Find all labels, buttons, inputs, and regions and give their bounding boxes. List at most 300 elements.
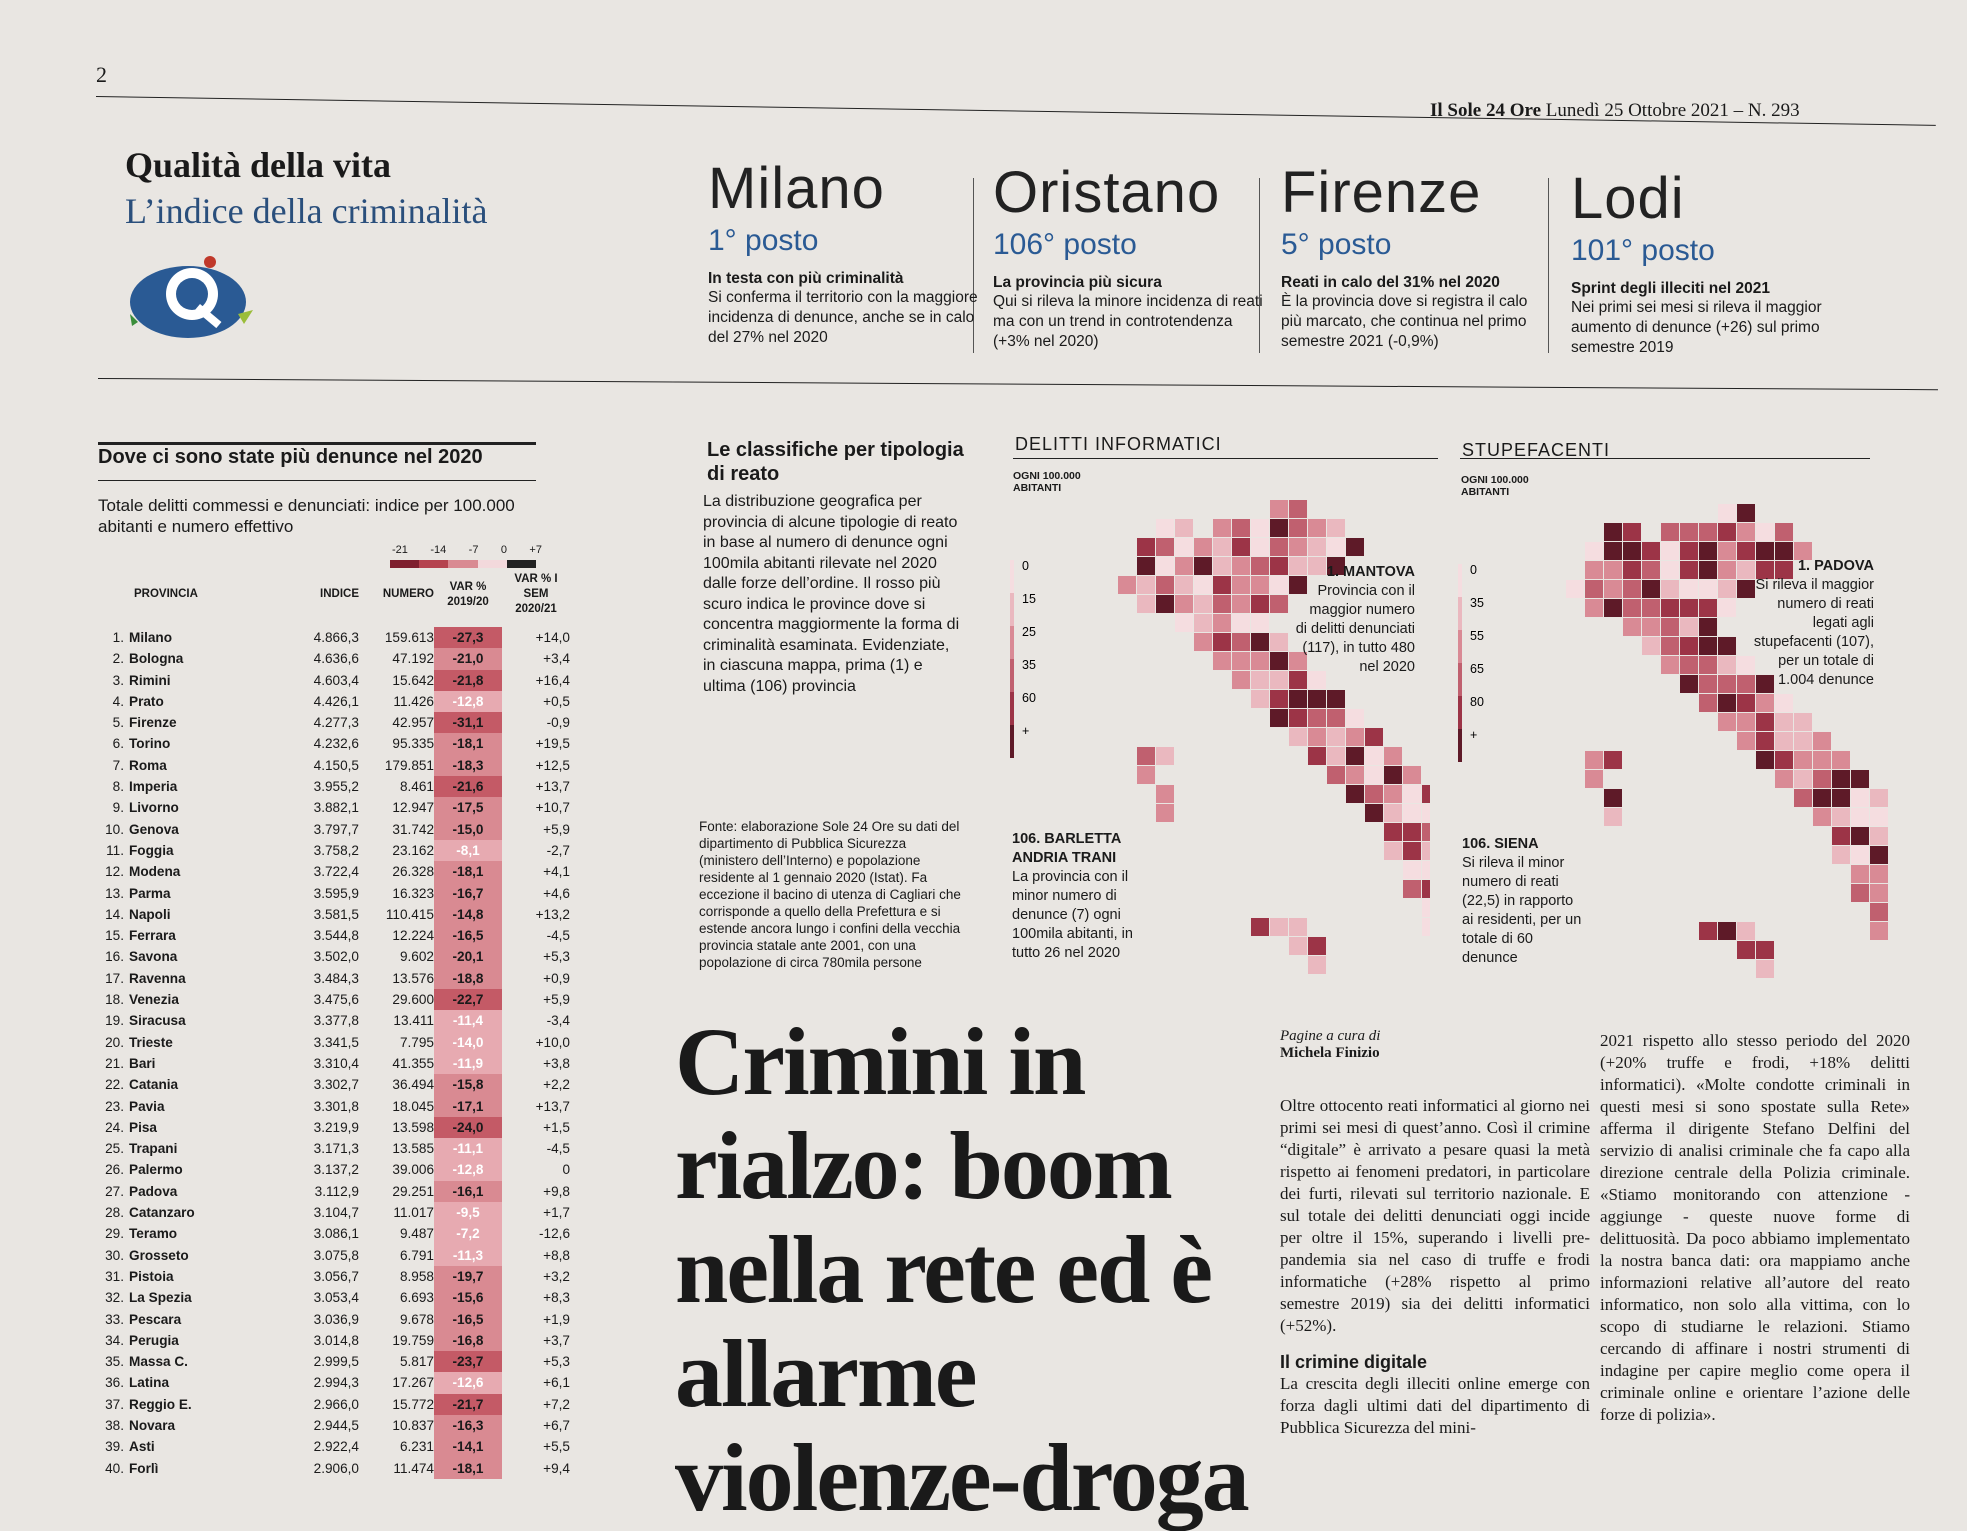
province-tile bbox=[1794, 789, 1812, 807]
province-tile bbox=[1232, 538, 1250, 556]
province-tile bbox=[1870, 827, 1888, 845]
cell-sem: +0,9 bbox=[543, 970, 570, 986]
annotation-label: 106. BARLETTA ANDRIA TRANI bbox=[1012, 831, 1121, 866]
cell-sem: +19,5 bbox=[535, 736, 570, 752]
city-head: In testa con più criminalità bbox=[708, 270, 904, 287]
province-tile bbox=[1737, 922, 1755, 940]
province-tile bbox=[1585, 561, 1603, 579]
byline-name: Michela Finizio bbox=[1280, 1045, 1380, 1061]
province-tile bbox=[1680, 675, 1698, 693]
province-name: Massa C. bbox=[129, 1354, 188, 1370]
city-name: Oristano bbox=[993, 160, 1221, 225]
cell-var: -11,3 bbox=[434, 1245, 502, 1266]
province-tile bbox=[1851, 865, 1869, 883]
province-tile bbox=[1870, 865, 1888, 883]
cell-numero: 18.045 bbox=[392, 1098, 434, 1114]
rank-number: 31. bbox=[105, 1268, 124, 1284]
table-row bbox=[92, 989, 580, 1010]
province-name: Padova bbox=[129, 1183, 178, 1199]
province-tile bbox=[1194, 595, 1212, 613]
province-tile bbox=[1308, 937, 1326, 955]
province-name: Foggia bbox=[129, 842, 174, 858]
province-tile bbox=[1308, 747, 1326, 765]
province-tile bbox=[1699, 922, 1717, 940]
cell-indice: 3.014,8 bbox=[313, 1332, 359, 1348]
byline-label: Pagine a cura di bbox=[1280, 1028, 1381, 1044]
province-tile bbox=[1585, 751, 1603, 769]
province-tile bbox=[1232, 519, 1250, 537]
cell-sem: -4,5 bbox=[546, 1141, 570, 1157]
province-tile bbox=[1794, 770, 1812, 788]
province-tile bbox=[1232, 652, 1250, 670]
province-name: Firenze bbox=[129, 715, 177, 731]
cell-provincia bbox=[92, 1202, 274, 1223]
cell-indice: 3.075,8 bbox=[313, 1247, 359, 1263]
scale-label: -21 bbox=[392, 544, 408, 556]
province-tile bbox=[1718, 504, 1736, 522]
province-tile bbox=[1137, 538, 1155, 556]
province-tile bbox=[1832, 789, 1850, 807]
cell-var: -18,1 bbox=[434, 861, 502, 882]
province-tile bbox=[1870, 903, 1888, 921]
province-tile bbox=[1270, 918, 1288, 936]
rank-number: 28. bbox=[105, 1205, 124, 1221]
city-body: Si conferma il territorio con la maggiore incidenza di denunce, anche se in calo del 27% nel 2020 bbox=[708, 289, 978, 346]
cell-var: -11,9 bbox=[434, 1053, 502, 1074]
province-tile bbox=[1137, 595, 1155, 613]
legend-label: 60 bbox=[1022, 691, 1036, 705]
table-row bbox=[92, 968, 580, 989]
cell-var: -21,0 bbox=[434, 648, 502, 669]
cell-sem: +8,3 bbox=[543, 1290, 570, 1306]
province-tile bbox=[1270, 595, 1288, 613]
table-row bbox=[92, 670, 580, 691]
province-tile bbox=[1775, 770, 1793, 788]
province-tile bbox=[1623, 542, 1641, 560]
cell-numero: 36.494 bbox=[392, 1077, 434, 1093]
legend-swatch bbox=[1458, 729, 1462, 762]
province-tile bbox=[1661, 656, 1679, 674]
province-tile bbox=[1737, 713, 1755, 731]
cell-var: -31,1 bbox=[434, 712, 502, 733]
col-header-provincia: PROVINCIA bbox=[134, 588, 198, 600]
tipologia-body: La distribuzione geografica per provincia di alcune tipologie di reato in base al numero di denunce ogni 100mila abitanti rilevate nel 2020 dalle forze dell’ordine. Il rosso più scuro indica le province dove si concentra maggiormente la forma di criminalità esaminata. Evidenziate, in ciascuna mappa, prima (1) e ultima (106) provincia bbox=[703, 493, 960, 695]
cell-numero: 29.251 bbox=[392, 1183, 434, 1199]
legend-label: + bbox=[1022, 724, 1030, 738]
annotation-label: 1. PADOVA bbox=[1797, 558, 1874, 574]
legend-label: 25 bbox=[1022, 625, 1036, 639]
province-tile bbox=[1699, 580, 1717, 598]
province-tile bbox=[1756, 960, 1774, 978]
province-tile bbox=[1718, 656, 1736, 674]
table-row bbox=[92, 1223, 580, 1244]
cell-provincia bbox=[92, 1096, 274, 1117]
province-tile bbox=[1270, 671, 1288, 689]
cell-provincia bbox=[92, 1309, 274, 1330]
cell-indice: 3.341,5 bbox=[313, 1034, 359, 1050]
rank-number: 15. bbox=[105, 928, 124, 944]
province-tile bbox=[1308, 519, 1326, 537]
legend-swatch bbox=[1458, 663, 1462, 696]
table-row bbox=[92, 925, 580, 946]
province-tile bbox=[1718, 922, 1736, 940]
table-row bbox=[92, 1330, 580, 1351]
province-tile bbox=[1365, 785, 1383, 803]
province-tile bbox=[1346, 709, 1364, 727]
province-tile bbox=[1623, 599, 1641, 617]
province-name: Teramo bbox=[129, 1226, 178, 1242]
province-tile bbox=[1870, 789, 1888, 807]
province-tile bbox=[1851, 789, 1869, 807]
cell-var: -22,7 bbox=[434, 989, 502, 1010]
cell-sem: +2,2 bbox=[543, 1077, 570, 1093]
province-tile bbox=[1661, 523, 1679, 541]
province-tile bbox=[1737, 504, 1755, 522]
province-tile bbox=[1346, 747, 1364, 765]
province-tile bbox=[1213, 557, 1231, 575]
province-tile bbox=[1585, 580, 1603, 598]
cell-var: -21,6 bbox=[434, 776, 502, 797]
table-row bbox=[92, 733, 580, 754]
cell-provincia bbox=[92, 989, 274, 1010]
cell-indice: 2.999,5 bbox=[313, 1354, 359, 1370]
province-tile bbox=[1251, 557, 1269, 575]
city-body: È la provincia dove si registra il calo più marcato, che continua nel primo semestre 2021 (-0,9%) bbox=[1281, 293, 1528, 350]
cell-sem: 0 bbox=[562, 1162, 570, 1178]
table-row bbox=[92, 755, 580, 776]
article-paragraph: La crescita degli illeciti online emerge con forza dagli ultimi dati del dipartimento di Pubblica Sicurezza del mini- bbox=[1280, 1374, 1590, 1437]
province-tile bbox=[1308, 538, 1326, 556]
cell-provincia bbox=[92, 840, 274, 861]
cell-numero: 17.267 bbox=[392, 1375, 434, 1391]
province-tile bbox=[1737, 941, 1755, 959]
cell-provincia bbox=[92, 670, 274, 691]
cell-var: -19,7 bbox=[434, 1266, 502, 1287]
province-tile bbox=[1213, 633, 1231, 651]
cell-sem: -4,5 bbox=[546, 928, 570, 944]
cell-provincia bbox=[92, 1223, 274, 1244]
cell-provincia bbox=[92, 819, 274, 840]
province-tile bbox=[1308, 690, 1326, 708]
province-name: Modena bbox=[129, 864, 181, 880]
table-row bbox=[92, 712, 580, 733]
cell-var: -11,4 bbox=[434, 1010, 502, 1031]
cell-sem: +16,4 bbox=[535, 672, 570, 688]
cell-sem: +1,5 bbox=[543, 1119, 570, 1135]
city-rank: 5° posto bbox=[1281, 228, 1392, 261]
legend-swatch bbox=[1010, 560, 1014, 593]
province-tile bbox=[1718, 561, 1736, 579]
table-row bbox=[92, 1074, 580, 1095]
province-tile bbox=[1327, 766, 1345, 784]
table-row bbox=[92, 1181, 580, 1202]
city-card-oristano bbox=[993, 160, 1263, 352]
province-tile bbox=[1270, 538, 1288, 556]
province-tile bbox=[1422, 785, 1430, 803]
province-tile bbox=[1870, 884, 1888, 902]
rank-number: 40. bbox=[105, 1460, 124, 1476]
cell-indice: 3.086,1 bbox=[313, 1226, 359, 1242]
cell-numero: 16.323 bbox=[392, 885, 434, 901]
map-title: DELITTI INFORMATICI bbox=[1015, 434, 1222, 454]
table-row bbox=[92, 840, 580, 861]
table-row bbox=[92, 1138, 580, 1159]
province-name: Savona bbox=[129, 949, 178, 965]
province-tile bbox=[1642, 599, 1660, 617]
rank-number: 21. bbox=[105, 1055, 124, 1071]
cell-indice: 2.944,5 bbox=[313, 1417, 359, 1433]
table-row bbox=[92, 1266, 580, 1287]
annotation-text: La provincia con il minor numero di denunce (7) ogni 100mila abitanti, in tutto 26 nel 2020 bbox=[1012, 869, 1133, 961]
table-row bbox=[92, 1032, 580, 1053]
province-tile bbox=[1270, 690, 1288, 708]
rank-number: 25. bbox=[105, 1141, 124, 1157]
province-tile bbox=[1251, 633, 1269, 651]
province-name: Ravenna bbox=[129, 970, 186, 986]
city-head: Sprint degli illeciti nel 2021 bbox=[1571, 280, 1770, 297]
cell-indice: 3.036,9 bbox=[313, 1311, 359, 1327]
rank-number: 19. bbox=[105, 1013, 124, 1029]
section-title: Qualità della vita bbox=[125, 145, 392, 185]
province-tile bbox=[1232, 614, 1250, 632]
rank-number: 5. bbox=[112, 715, 124, 731]
annotation-label: 106. SIENA bbox=[1462, 836, 1539, 852]
province-name: Reggio E. bbox=[129, 1396, 192, 1412]
cell-indice: 3.112,9 bbox=[314, 1183, 359, 1199]
province-tile bbox=[1604, 808, 1622, 826]
cell-var: -18,1 bbox=[434, 733, 502, 754]
province-tile bbox=[1251, 652, 1269, 670]
province-tile bbox=[1870, 846, 1888, 864]
province-tile bbox=[1194, 576, 1212, 594]
province-tile bbox=[1718, 523, 1736, 541]
province-tile bbox=[1832, 751, 1850, 769]
province-tile bbox=[1156, 519, 1174, 537]
province-tile bbox=[1756, 713, 1774, 731]
province-tile bbox=[1270, 519, 1288, 537]
cell-provincia bbox=[92, 1181, 274, 1202]
city-rank: 1° posto bbox=[708, 224, 819, 257]
cell-indice: 3.137,2 bbox=[313, 1162, 359, 1178]
province-tile bbox=[1156, 595, 1174, 613]
cell-indice: 3.104,7 bbox=[313, 1205, 359, 1221]
province-name: Prato bbox=[129, 693, 164, 709]
province-name: Imperia bbox=[129, 779, 178, 795]
cell-numero: 42.957 bbox=[392, 715, 434, 731]
province-tile bbox=[1175, 614, 1193, 632]
province-tile bbox=[1403, 842, 1421, 860]
rank-number: 14. bbox=[105, 906, 124, 922]
scale-label: +7 bbox=[529, 544, 542, 556]
cell-numero: 26.328 bbox=[392, 864, 434, 880]
cell-sem: +9,4 bbox=[543, 1460, 570, 1476]
cell-indice: 3.219,9 bbox=[313, 1119, 359, 1135]
province-tile bbox=[1232, 633, 1250, 651]
province-tile bbox=[1422, 804, 1430, 822]
page-number: 2 bbox=[96, 62, 107, 87]
cell-numero: 6.693 bbox=[399, 1290, 434, 1306]
rank-number: 24. bbox=[105, 1119, 124, 1135]
cell-sem: +12,5 bbox=[535, 757, 570, 773]
cell-numero: 5.817 bbox=[399, 1354, 434, 1370]
province-tile bbox=[1851, 808, 1869, 826]
cell-sem: +13,2 bbox=[535, 906, 570, 922]
cell-numero: 10.837 bbox=[392, 1417, 434, 1433]
cell-var: -12,6 bbox=[434, 1372, 502, 1393]
province-tile bbox=[1756, 523, 1774, 541]
province-tile bbox=[1384, 785, 1402, 803]
cell-indice: 4.277,3 bbox=[313, 715, 359, 731]
rank-number: 10. bbox=[105, 821, 124, 837]
province-tile bbox=[1851, 770, 1869, 788]
rank-number: 8. bbox=[112, 779, 124, 795]
cell-indice: 2.922,4 bbox=[313, 1439, 359, 1455]
tipologia-title: Le classifiche per tipologia di reato bbox=[707, 439, 964, 485]
cell-indice: 3.581,5 bbox=[313, 906, 359, 922]
cell-var: -14,8 bbox=[434, 904, 502, 925]
province-tile bbox=[1832, 770, 1850, 788]
province-name: Pisa bbox=[129, 1119, 157, 1135]
rank-number: 2. bbox=[112, 651, 124, 667]
province-tile bbox=[1213, 595, 1231, 613]
province-tile bbox=[1604, 580, 1622, 598]
province-tile bbox=[1346, 766, 1364, 784]
province-tile bbox=[1604, 789, 1622, 807]
province-tile bbox=[1175, 538, 1193, 556]
article-headline: Crimini in rialzo: boom nella rete ed è allarme violenze-droga bbox=[675, 1008, 1248, 1531]
table-row bbox=[92, 946, 580, 967]
city-rank: 106° posto bbox=[993, 228, 1137, 261]
province-tile bbox=[1232, 576, 1250, 594]
cell-var: -20,1 bbox=[434, 946, 502, 967]
cell-sem: +8,8 bbox=[543, 1247, 570, 1263]
province-tile bbox=[1251, 595, 1269, 613]
cell-sem: +9,8 bbox=[543, 1183, 570, 1199]
cell-var: -17,5 bbox=[434, 797, 502, 818]
table-row bbox=[92, 1415, 580, 1436]
cell-numero: 179.851 bbox=[384, 757, 434, 773]
province-tile bbox=[1175, 519, 1193, 537]
province-tile bbox=[1289, 728, 1307, 746]
scale-labels bbox=[392, 544, 542, 556]
rank-number: 18. bbox=[105, 992, 124, 1008]
cell-sem: +1,7 bbox=[543, 1205, 570, 1221]
province-tile bbox=[1756, 732, 1774, 750]
annotation-text: Provincia con il maggior numero di delitti denunciati (117), in tutto 480 nel 2020 bbox=[1295, 583, 1415, 675]
annotation-text: Si rileva il maggior numero di reati legati agli stupefacenti (107), per un totale di 1.004 denunce bbox=[1753, 577, 1874, 688]
map-unit: OGNI 100.000 ABITANTI bbox=[1461, 474, 1529, 498]
province-name: Latina bbox=[129, 1375, 170, 1391]
province-tile bbox=[1737, 732, 1755, 750]
province-tile bbox=[1327, 728, 1345, 746]
province-tile bbox=[1623, 618, 1641, 636]
province-tile bbox=[1737, 694, 1755, 712]
cell-provincia bbox=[92, 861, 274, 882]
cell-numero: 29.600 bbox=[392, 992, 434, 1008]
cell-numero: 95.335 bbox=[392, 736, 434, 752]
province-tile bbox=[1251, 671, 1269, 689]
cell-provincia bbox=[92, 1053, 274, 1074]
table-row bbox=[92, 1245, 580, 1266]
province-tile bbox=[1851, 827, 1869, 845]
rank-number: 34. bbox=[105, 1332, 124, 1348]
province-tile bbox=[1680, 637, 1698, 655]
province-tile bbox=[1661, 561, 1679, 579]
province-tile bbox=[1422, 823, 1430, 841]
cell-var: -24,0 bbox=[434, 1117, 502, 1138]
table-row bbox=[92, 1351, 580, 1372]
cell-sem: +5,9 bbox=[543, 992, 570, 1008]
province-tile bbox=[1604, 523, 1622, 541]
cell-sem: +4,1 bbox=[543, 864, 570, 880]
cell-provincia bbox=[92, 691, 274, 712]
province-tile bbox=[1270, 652, 1288, 670]
legend-swatch bbox=[1010, 659, 1014, 692]
province-name: Catanzaro bbox=[129, 1205, 195, 1221]
table-row bbox=[92, 1309, 580, 1330]
cell-indice: 2.994,3 bbox=[313, 1375, 359, 1391]
province-name: Palermo bbox=[129, 1162, 183, 1178]
cell-indice: 3.301,8 bbox=[313, 1098, 359, 1114]
province-tile bbox=[1346, 785, 1364, 803]
cell-indice: 4.150,5 bbox=[313, 757, 359, 773]
annotation-first bbox=[1744, 557, 1874, 690]
rank-number: 6. bbox=[112, 736, 124, 752]
cell-provincia bbox=[92, 1266, 274, 1287]
province-tile bbox=[1642, 618, 1660, 636]
rank-number: 17. bbox=[105, 970, 124, 986]
cell-numero: 23.162 bbox=[392, 842, 434, 858]
cell-provincia bbox=[92, 1436, 274, 1457]
province-name: Forlì bbox=[129, 1460, 159, 1476]
legend-swatch bbox=[1010, 626, 1014, 659]
province-tile bbox=[1699, 523, 1717, 541]
province-tile bbox=[1813, 732, 1831, 750]
province-tile bbox=[1794, 751, 1812, 769]
province-tile bbox=[1289, 937, 1307, 955]
province-name: Siracusa bbox=[129, 1013, 186, 1029]
province-tile bbox=[1232, 595, 1250, 613]
annotation-first bbox=[1295, 563, 1415, 677]
ranking-table bbox=[92, 572, 580, 1479]
cell-sem: -0,9 bbox=[546, 715, 570, 731]
table-row bbox=[92, 1202, 580, 1223]
table-row bbox=[92, 797, 580, 818]
annotation-text: Si rileva il minor numero di reati (22,5) in rapporto ai residenti, per un totale di 60 denunce bbox=[1462, 855, 1582, 966]
cell-indice: 4.866,3 bbox=[313, 630, 359, 645]
province-name: Bologna bbox=[129, 651, 184, 667]
legend-swatch bbox=[1010, 692, 1014, 725]
cell-numero: 8.461 bbox=[399, 779, 434, 795]
province-tile bbox=[1680, 618, 1698, 636]
province-tile bbox=[1137, 557, 1155, 575]
province-name: Pescara bbox=[129, 1311, 182, 1327]
province-tile bbox=[1794, 713, 1812, 731]
province-tile bbox=[1699, 656, 1717, 674]
province-name: La Spezia bbox=[129, 1290, 192, 1306]
province-tile bbox=[1194, 614, 1212, 632]
province-name: Napoli bbox=[129, 906, 171, 922]
city-head: Reati in calo del 31% nel 2020 bbox=[1281, 274, 1500, 291]
rank-number: 32. bbox=[105, 1290, 124, 1306]
province-tile bbox=[1661, 542, 1679, 560]
province-tile bbox=[1661, 599, 1679, 617]
province-tile bbox=[1175, 557, 1193, 575]
table-row bbox=[92, 883, 580, 904]
province-tile bbox=[1422, 861, 1430, 879]
rank-number: 12. bbox=[105, 864, 124, 880]
table-row bbox=[92, 1117, 580, 1138]
